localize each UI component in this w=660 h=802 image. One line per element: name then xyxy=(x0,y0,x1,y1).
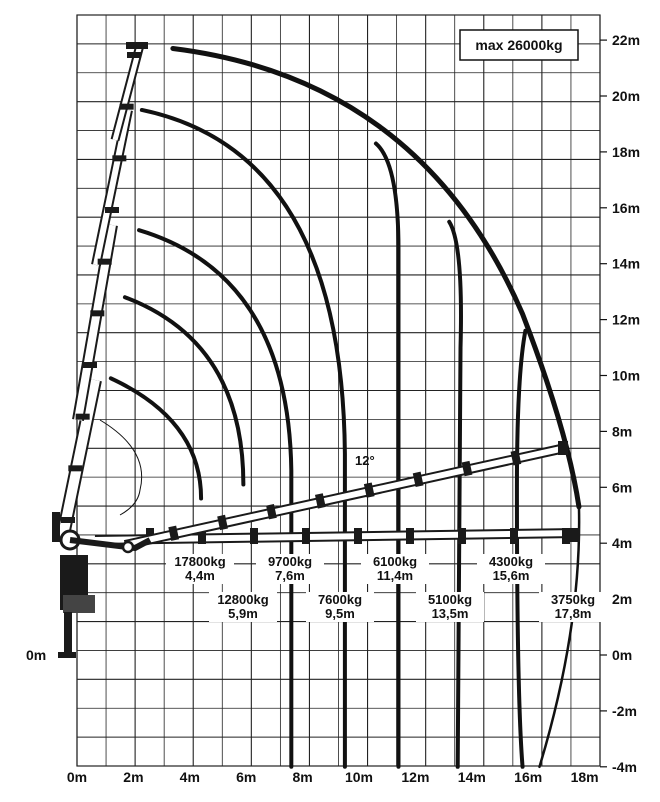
boom-joint xyxy=(68,465,82,471)
linkage-pin xyxy=(123,542,133,552)
y-tick-label: -2m xyxy=(612,702,637,719)
load-reach: 4,4m xyxy=(185,568,215,583)
load-weight: 12800kg xyxy=(217,592,269,607)
boom-joint xyxy=(83,362,97,368)
horizontal-boom-joint xyxy=(302,528,310,544)
boom-joint xyxy=(105,207,119,213)
y-tick-label: 14m xyxy=(612,255,641,272)
horizontal-boom-joint xyxy=(510,528,518,544)
load-weight: 7600kg xyxy=(317,592,363,607)
x-tick-label: 16m xyxy=(514,769,543,785)
horizontal-boom-joint xyxy=(458,528,466,544)
x-tick-label: 2m xyxy=(123,769,144,785)
boom-joint xyxy=(120,104,134,110)
y-tick-label: 18m xyxy=(612,143,641,160)
y-tick-label: 2m xyxy=(612,591,633,608)
crane-winch xyxy=(63,595,95,613)
load-reach: 7,6m xyxy=(275,568,305,583)
horizontal-boom-joint xyxy=(406,528,414,544)
horizontal-boom-joint xyxy=(354,528,362,544)
y-tick-label: 10m xyxy=(612,367,641,384)
load-reach: 5,9m xyxy=(228,606,258,621)
load-reach: 9,5m xyxy=(325,606,355,621)
y-tick-label: -4m xyxy=(612,758,637,775)
boom-joint xyxy=(112,155,126,161)
max-capacity-label: max 26000kg xyxy=(475,37,563,53)
load-weight: 3750kg xyxy=(550,592,596,607)
load-weight: 9700kg xyxy=(267,554,313,569)
x-tick-label: 0m xyxy=(66,769,88,785)
crane-foot xyxy=(58,652,76,658)
load-weight: 17800kg xyxy=(174,554,226,569)
x-tick-label: 6m xyxy=(236,769,257,785)
x-tick-label: 4m xyxy=(179,769,200,785)
y-tick-label: 8m xyxy=(612,423,633,440)
boom-joint xyxy=(127,52,141,58)
load-weight: 5100kg xyxy=(427,592,473,607)
y-tick-label: 22m xyxy=(612,32,641,49)
horizontal-boom-joint xyxy=(562,528,570,544)
y-tick-label: 4m xyxy=(612,535,633,552)
boom-joint xyxy=(98,259,112,265)
load-reach: 17,8m xyxy=(554,606,592,621)
vertical-boom-head xyxy=(126,42,148,49)
left-origin-label: 0m xyxy=(26,647,47,663)
horizontal-boom-head xyxy=(570,528,580,542)
y-tick-label: 16m xyxy=(612,199,641,216)
load-weight: 6100kg xyxy=(372,554,418,569)
x-tick-label: 14m xyxy=(457,769,486,785)
y-tick-label: 6m xyxy=(612,479,633,496)
x-tick-label: 12m xyxy=(401,769,430,785)
boom-joint xyxy=(90,310,104,316)
load-reach: 11,4m xyxy=(376,568,414,583)
horizontal-boom-joint xyxy=(250,528,258,544)
load-reach: 15,6m xyxy=(492,568,530,583)
boom-joint xyxy=(61,517,75,523)
boom-joint xyxy=(76,414,90,420)
y-tick-label: 20m xyxy=(612,88,641,104)
load-reach: 13,5m xyxy=(431,606,469,621)
main-cylinder xyxy=(52,512,60,542)
x-tick-label: 10m xyxy=(344,769,374,785)
y-tick-label: 0m xyxy=(612,647,633,663)
inclined-boom-head xyxy=(558,441,568,455)
boom-angle-label: 12° xyxy=(355,453,375,468)
load-weight: 4300kg xyxy=(488,554,534,569)
x-tick-label: 18m xyxy=(570,769,599,785)
x-tick-label: 8m xyxy=(292,769,313,785)
crane-stabilizer xyxy=(64,612,72,657)
y-tick-label: 12m xyxy=(612,311,641,328)
